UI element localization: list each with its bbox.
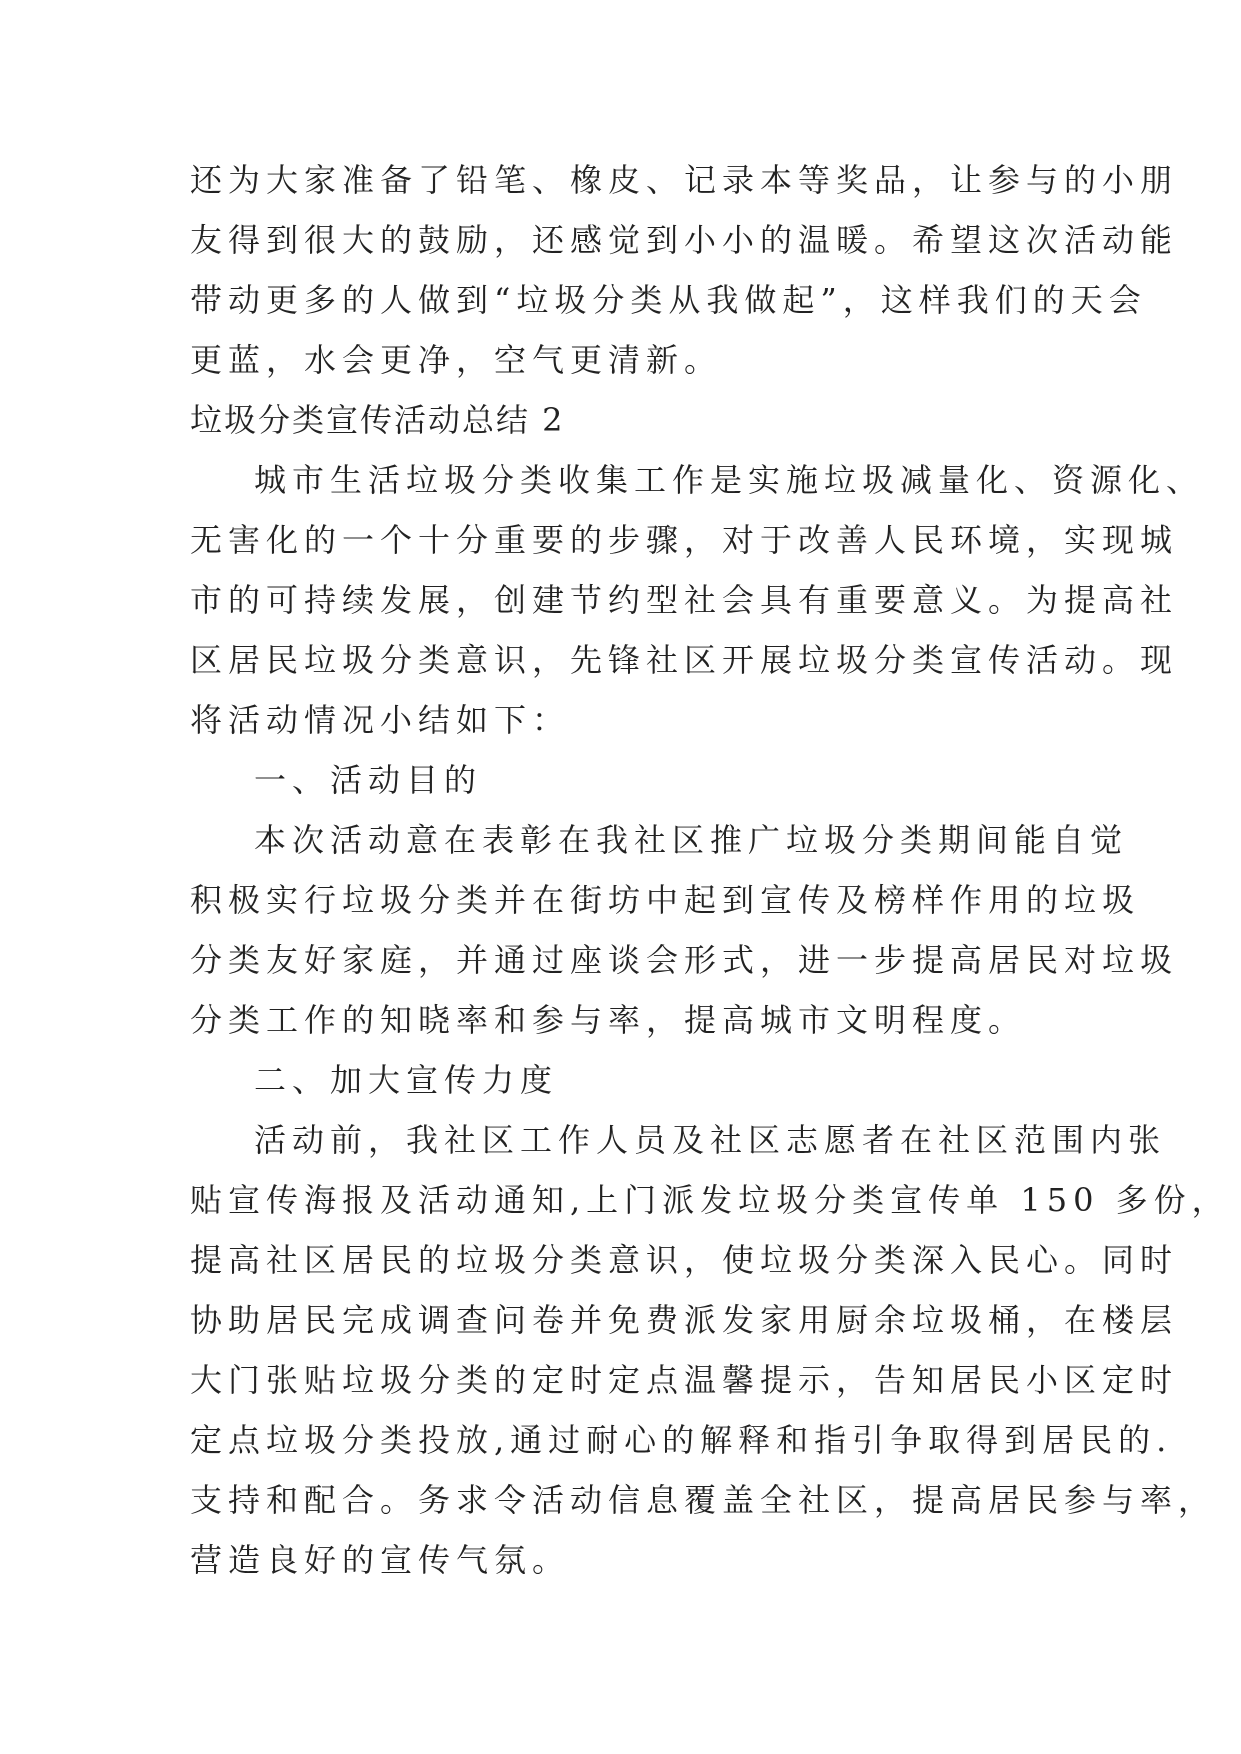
paragraph-line: 城市生活垃圾分类收集工作是实施垃圾减量化、资源化、: [254, 461, 1205, 499]
document-body: [190, 150, 1230, 1590]
paragraph-line: 市的可持续发展，创建节约型社会具有重要意义。为提高社: [190, 581, 1179, 619]
paragraph-line: 区居民垃圾分类意识，先锋社区开展垃圾分类宣传活动。现: [190, 641, 1179, 679]
paragraph-line: 将活动情况小结如下：: [190, 701, 571, 739]
paragraph-line: 分类工作的知晓率和参与率，提高城市文明程度。: [190, 1001, 1027, 1039]
paragraph-line: 更蓝，水会更净，空气更清新。: [190, 341, 723, 379]
paragraph-line: 积极实行垃圾分类并在街坊中起到宣传及榜样作用的垃圾: [190, 881, 1141, 919]
paragraph-line: 支持和配合。务求令活动信息覆盖全社区，提高居民参与率，: [190, 1481, 1217, 1519]
paragraph-line: 无害化的一个十分重要的步骤，对于改善人民环境，实现城: [190, 521, 1179, 559]
subheading: 一、活动目的: [254, 761, 483, 799]
paragraph-line: 活动前，我社区工作人员及社区志愿者在社区范围内张: [254, 1121, 1167, 1159]
paragraph-line: 本次活动意在表彰在我社区推广垃圾分类期间能自觉: [254, 821, 1129, 859]
paragraph-line: 友得到很大的鼓励，还感觉到小小的温暖。希望这次活动能: [190, 221, 1179, 259]
paragraph-line: 分类友好家庭，并通过座谈会形式，进一步提高居民对垃圾: [190, 941, 1179, 979]
paragraph-line: 协助居民完成调查问卷并免费派发家用厨余垃圾桶，在楼层: [190, 1301, 1179, 1339]
subheading: 二、加大宣传力度: [254, 1061, 559, 1099]
paragraph-line: 提高社区居民的垃圾分类意识，使垃圾分类深入民心。同时: [190, 1241, 1179, 1279]
paragraph-line: 带动更多的人做到“垃圾分类从我做起”，这样我们的天会: [190, 281, 1147, 319]
paragraph-line: 还为大家准备了铅笔、橡皮、记录本等奖品，让参与的小朋: [190, 161, 1179, 199]
section-title: 垃圾分类宣传活动总结 2: [190, 401, 565, 439]
paragraph-line: 大门张贴垃圾分类的定时定点温馨提示，告知居民小区定时: [190, 1361, 1179, 1399]
paragraph-line: 定点垃圾分类投放,通过耐心的解释和指引争取得到居民的.: [190, 1421, 1173, 1459]
paragraph-line: 营造良好的宣传气氛。: [190, 1541, 571, 1579]
paragraph-line: 贴宣传海报及活动通知,上门派发垃圾分类宣传单 150 多份，: [190, 1181, 1230, 1219]
